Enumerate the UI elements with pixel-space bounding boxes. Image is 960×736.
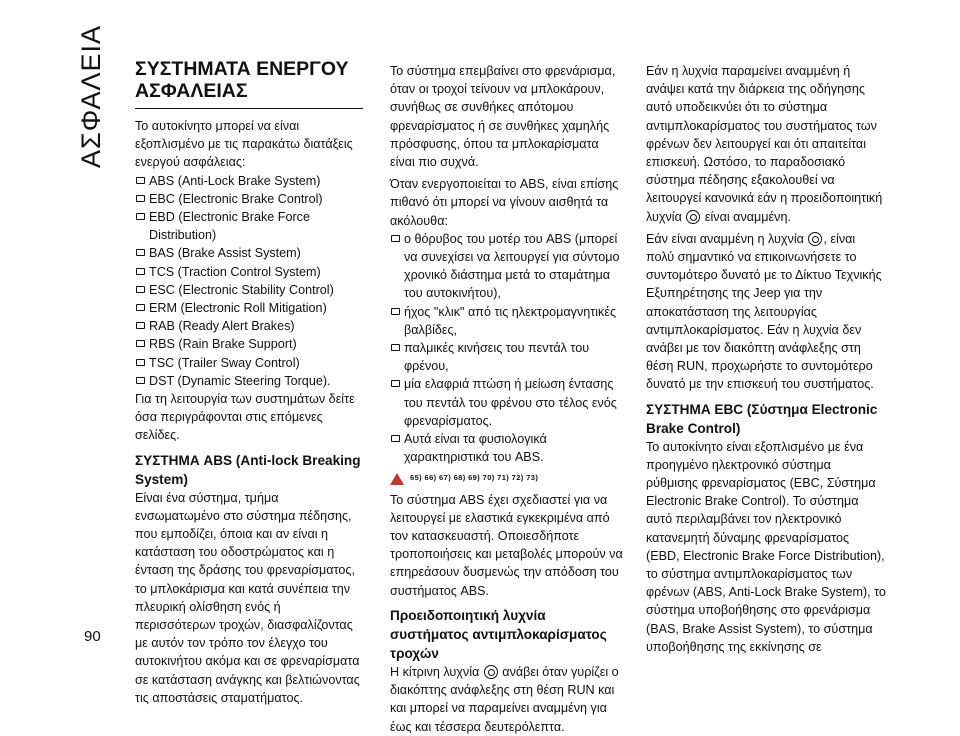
list-item: RAB (Ready Alert Brakes) xyxy=(135,317,363,335)
list-item: DST (Dynamic Steering Torque). xyxy=(135,372,363,390)
list-item: ο θόρυβος του μοτέρ του ABS (μπορεί να συνεχίσει να λειτουργεί για σύντομο χρονικό διάστημα μετά το σταμάτημα του αυτοκινήτου), xyxy=(390,230,625,303)
text-run: εάν η προειδοποιητική λυχνία xyxy=(646,191,883,224)
list-item: TSC (Trailer Sway Control) xyxy=(135,354,363,372)
abs-effects-intro: Όταν ενεργοποιείται το ABS, είναι επίσης πιθανό ότι μπορεί να γίνουν αισθητά τα ακόλουθα: xyxy=(390,177,619,228)
list-item: BAS (Brake Assist System) xyxy=(135,244,363,262)
column-3 xyxy=(646,62,886,656)
list-item: RBS (Rain Brake Support) xyxy=(135,335,363,353)
systems-list xyxy=(135,172,363,390)
text-run: , είναι πολύ σημαντικό να επικοινωνήσετε το συντομότερο δυνατό με το Δίκτυο Τεχνικής Εξυπηρέτησης της Jeep για την αποκατάσταση της λειτουργίας αντιμπλοκαρίσματος. Εάν η λυχνία δεν ανάβει με τον διακόπτη ανάφλεξης στη θέση RUN, προχωρήστε το συντομότερο δυνατό με την επισκευή του συστήματος. xyxy=(646,231,882,392)
tyres-paragraph: Το σύστημα ABS έχει σχεδιαστεί για να λειτουργεί με ελαστικά εγκεκριμένα από τον κατασκευαστή. Οποιεσδήποτε τροποποιήσεις και μεταβολές μπορούν να επηρεάσουν δυσμενώς την απόδοση του συστήματος ABS. xyxy=(390,492,623,598)
service-paragraph xyxy=(646,230,886,394)
lamp-fault-paragraph xyxy=(646,62,886,226)
abs-intervention-paragraph: Το σύστημα επεμβαίνει στο φρενάρισμα, όταν οι τροχοί τείνουν να μπλοκάρουν, συνήθως σε συνθήκες απότομου φρεναρίσματος ή σε συνθήκες χαμηλής πρόσφυσης, όπου τα μπλοκαρίσματα είναι πιο συχνά. xyxy=(390,64,616,170)
text-run: ανάβει όταν γυρίζει ο διακόπτης ανάφλεξης στη θέση RUN και και μπορεί να παραμείνει αναμμένη για έως και τέσσερα δευτερόλεπτα. xyxy=(390,664,619,734)
column-1 xyxy=(135,58,363,707)
list-item: Αυτά είναι τα φυσιολογικά χαρακτηριστικά του ABS. xyxy=(390,430,625,466)
ebc-heading: ΣΥΣΤΗΜΑ EBC (Σύστημα Electronic Brake Control) xyxy=(646,401,878,436)
warning-reference-numbers: 65) 66) 67) 68) 69) 70) 71) 72) 73) xyxy=(410,473,539,483)
warning-triangle-icon xyxy=(390,473,404,485)
page-number: 90 xyxy=(84,628,101,645)
ebc-paragraph: Το αυτοκίνητο είναι εξοπλισμένο με ένα προηγμένο ηλεκτρονικό σύστημα ρύθμισης φρεναρίσματος (EBC, Σύστημα Electronic Brake Control). Το σύστημα αυτό περιλαμβάνει τον ηλεκτρονικό κατανεμητή δύναμης φρεναρίσματος (EBD, Electronic Brake Force Distribution), το σύστημα αντιμπλοκαρίσματος των φρένων (ABS, Anti-Lock Brake System), το σύστημα υποβοήθησης στο φρενάρισμα (BAS, Brake Assist System), το σύστημα υποβοήθησης της εκκίνησης σε xyxy=(646,439,886,654)
text-run: Εάν είναι αναμμένη η λυχνία xyxy=(646,231,804,246)
abs-effects-list xyxy=(390,230,625,467)
list-item: παλμικές κινήσεις του πεντάλ του φρένου, xyxy=(390,339,625,375)
abs-lamp-heading: Προειδοποιητική λυχνία συστήματος αντιμπλοκαρίσματος τροχών xyxy=(390,607,607,661)
column-2 xyxy=(390,62,625,736)
outro-paragraph: Για τη λειτουργία των συστημάτων δείτε όσα περιγράφονται στις επόμενες σελίδες. xyxy=(135,392,355,443)
abs-lamp-paragraph xyxy=(390,663,625,736)
list-item: EBD (Electronic Brake Force Distribution) xyxy=(135,208,363,244)
list-item: TCS (Traction Control System) xyxy=(135,263,363,281)
page-title-line-1: ΣΥΣΤΗΜΑΤΑ ΕΝΕΡΓΟΥ xyxy=(135,58,349,80)
abs-paragraph: Είναι ένα σύστημα, τμήμα ενσωματωμένο στο σύστημα πέδησης, που εμποδίζει, όποια και αν είναι η κατάσταση του οδοστρώματος και η ένταση της δράσης του φρεναρίσματος, το μπλοκάρισμα και κατά συνέπεια την πλευρική ολίσθηση ενός ή περισσότερων τροχών, διασφαλίζοντας με αυτόν τον τρόπο τον έλεγχο του αυτοκινήτου ακόμα και σε φρεναρίσματα σε κατάσταση ανάγκης και βελτιώνοντας τις αποστάσεις σταματήματος. xyxy=(135,490,360,705)
text-run: είναι αναμμένη. xyxy=(704,209,791,224)
list-item: EBC (Electronic Brake Control) xyxy=(135,190,363,208)
list-item: ERM (Electronic Roll Mitigation) xyxy=(135,299,363,317)
text-run: Εάν η λυχνία παραμείνει αναμμένη ή ανάψει κατά την διάρκεια της οδήγησης αυτό υποδεικνύει ότι το σύστημα αντιμπλοκαρίσματος του συστήματος των φρένων δεν λειτουργεί και ότι απαιτείται επισκευή. Ωστόσο, το παραδοσιακό σύστημα πέδησης εξακολουθεί να λειτουργεί κανονικά xyxy=(646,64,877,206)
list-item: ESC (Electronic Stability Control) xyxy=(135,281,363,299)
intro-paragraph: Το αυτοκίνητο μπορεί να είναι εξοπλισμένο με τις παρακάτω διατάξεις ενεργού ασφάλειας: xyxy=(135,119,353,170)
section-title-vertical: ΑΣΦΑΛΕΙΑ xyxy=(76,24,106,168)
abs-warning-lamp-icon xyxy=(484,665,498,679)
page-title-line-2: ΑΣΦΑΛΕΙΑΣ xyxy=(135,80,248,102)
brake-warning-lamp-icon xyxy=(686,210,700,224)
list-item: μία ελαφριά πτώση ή μείωση έντασης του πεντάλ του φρένου στο τέλος ενός φρεναρίσματος. xyxy=(390,375,625,430)
warning-references xyxy=(390,469,625,487)
text-run: Η κίτρινη λυχνία xyxy=(390,664,480,679)
list-item: ήχος "κλικ" από τις ηλεκτρομαγνητικές βαλβίδες, xyxy=(390,303,625,339)
abs-heading: ΣΥΣΤΗΜΑ ABS (Anti-lock Breaking System) xyxy=(135,452,361,487)
abs-warning-lamp-icon xyxy=(808,232,822,246)
page-title xyxy=(135,58,363,109)
list-item: ABS (Anti-Lock Brake System) xyxy=(135,172,363,190)
